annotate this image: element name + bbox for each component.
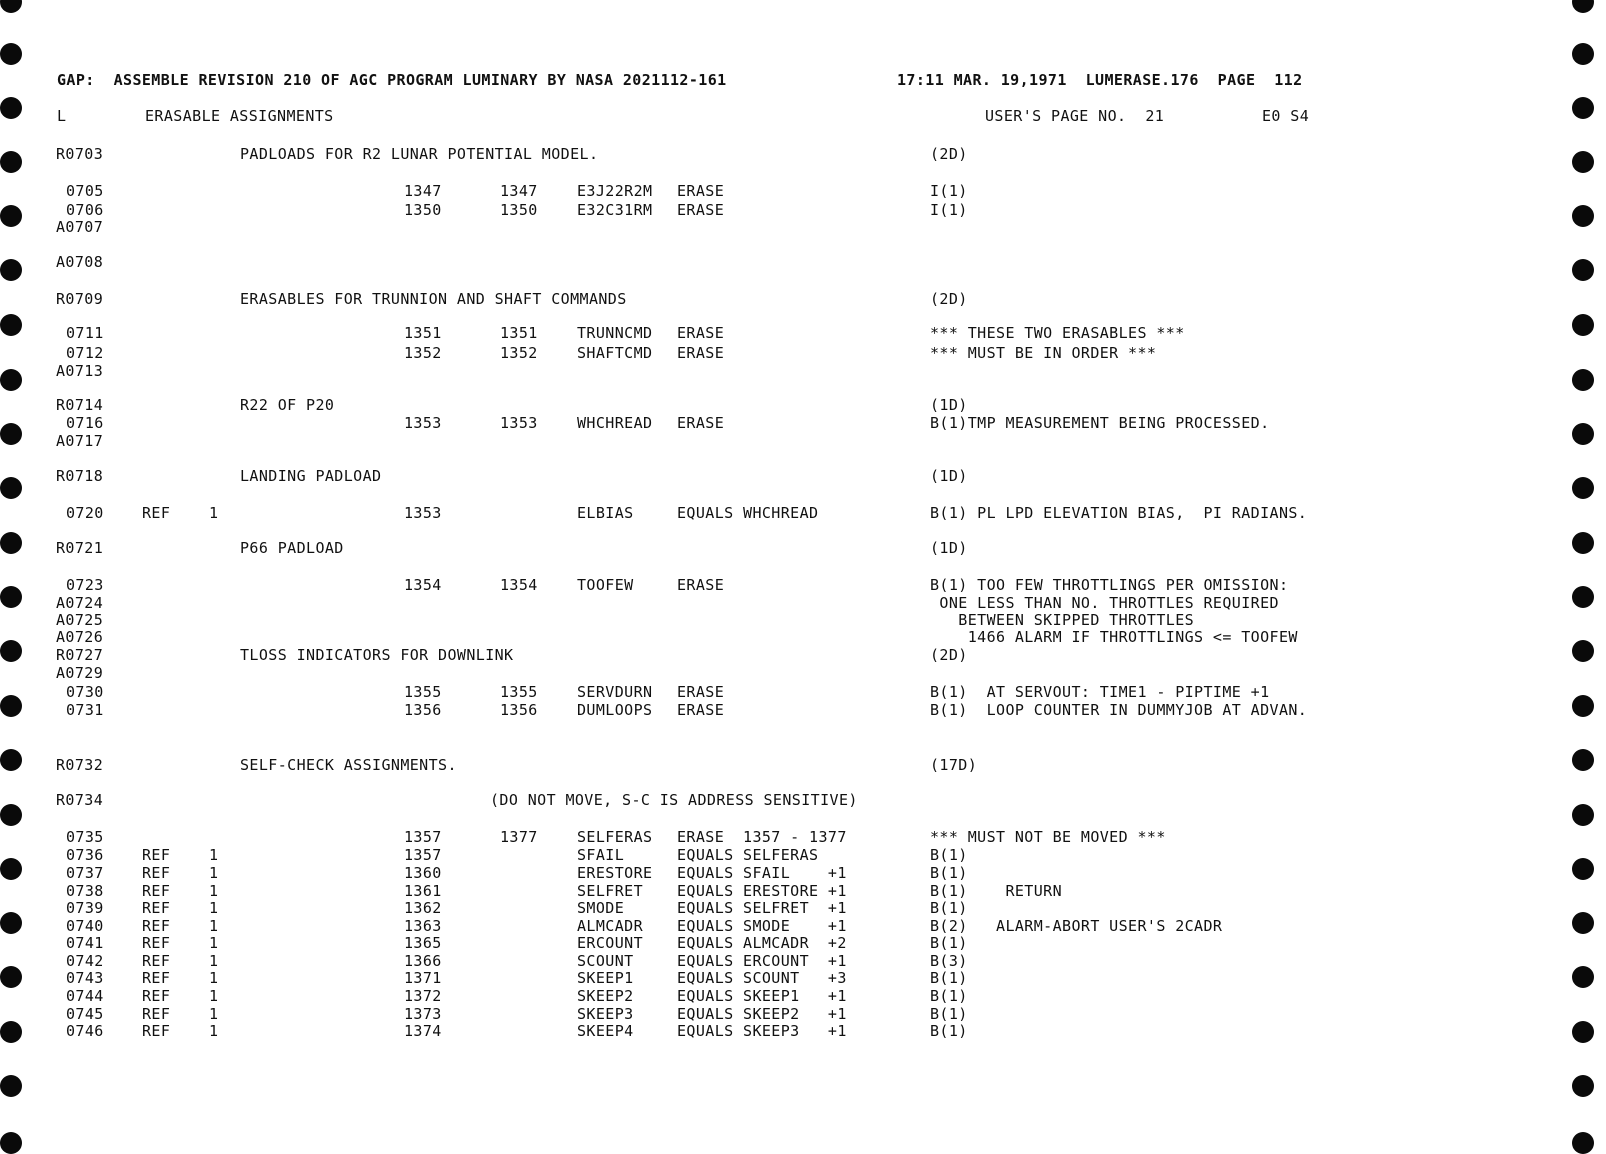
section-title: TLOSS INDICATORS FOR DOWNLINK: [240, 646, 514, 664]
tractor-feed-hole-right: [1572, 477, 1594, 499]
location-address: 1374: [404, 1022, 442, 1040]
symbol-name: SKEEP1: [577, 969, 634, 987]
tractor-feed-hole-right: [1572, 314, 1594, 336]
ref-label: REF: [142, 1022, 171, 1040]
section-title: R22 OF P20: [240, 396, 335, 414]
location-address: 1360: [404, 864, 442, 882]
centered-remark: (DO NOT MOVE, S-C IS ADDRESS SENSITIVE): [490, 791, 858, 809]
line-notes: B(1): [930, 846, 968, 864]
line-number: R0734: [56, 791, 104, 809]
tractor-feed-hole-right: [1572, 0, 1594, 13]
line-notes: (2D): [930, 145, 968, 163]
tractor-feed-hole-left: [0, 749, 22, 771]
assigned-value: 1377: [500, 828, 538, 846]
tractor-feed-hole-right: [1572, 858, 1594, 880]
line-number: 0743: [66, 969, 104, 987]
tractor-feed-hole-right: [1572, 423, 1594, 445]
operation: ERASE: [677, 576, 725, 594]
subheader-code: E0 S4: [1262, 107, 1310, 125]
line-notes: *** THESE TWO ERASABLES ***: [930, 324, 1185, 342]
tractor-feed-hole-left: [0, 205, 22, 227]
subheader-mark: L: [57, 107, 67, 125]
line-number: R0727: [56, 646, 104, 664]
location-address: 1357: [404, 828, 442, 846]
header-left: GAP: ASSEMBLE REVISION 210 OF AGC PROGRAM LUMINARY BY NASA 2021112-161: [57, 71, 727, 89]
tractor-feed-hole-left: [0, 314, 22, 336]
operation: EQUALS SKEEP2 +1: [677, 1005, 847, 1023]
tractor-feed-hole-left: [0, 966, 22, 988]
line-notes: (1D): [930, 467, 968, 485]
symbol-name: WHCHREAD: [577, 414, 653, 432]
header-right: 17:11 MAR. 19,1971 LUMERASE.176 PAGE 112: [897, 71, 1303, 89]
line-notes: B(1): [930, 934, 968, 952]
assigned-value: 1355: [500, 683, 538, 701]
line-number: A0726: [56, 628, 104, 646]
tractor-feed-hole-left: [0, 804, 22, 826]
tractor-feed-hole-right: [1572, 912, 1594, 934]
section-title: ERASABLES FOR TRUNNION AND SHAFT COMMANDS: [240, 290, 627, 308]
line-number: 0746: [66, 1022, 104, 1040]
tractor-feed-hole-left: [0, 532, 22, 554]
line-notes: B(1) LOOP COUNTER IN DUMMYJOB AT ADVAN.: [930, 701, 1308, 719]
symbol-name: SMODE: [577, 899, 625, 917]
symbol-name: SCOUNT: [577, 952, 634, 970]
line-number: 0731: [66, 701, 104, 719]
assigned-value: 1354: [500, 576, 538, 594]
location-address: 1365: [404, 934, 442, 952]
location-address: 1347: [404, 182, 442, 200]
line-number: A0729: [56, 664, 104, 682]
tractor-feed-hole-right: [1572, 1075, 1594, 1097]
symbol-name: ELBIAS: [577, 504, 634, 522]
ref-count: 1: [209, 882, 219, 900]
location-address: 1354: [404, 576, 442, 594]
line-number: 0744: [66, 987, 104, 1005]
operation: ERASE: [677, 414, 725, 432]
location-address: 1372: [404, 987, 442, 1005]
line-notes: BETWEEN SKIPPED THROTTLES: [930, 611, 1195, 629]
operation: EQUALS SKEEP3 +1: [677, 1022, 847, 1040]
ref-label: REF: [142, 969, 171, 987]
ref-label: REF: [142, 846, 171, 864]
ref-label: REF: [142, 934, 171, 952]
line-number: R0703: [56, 145, 104, 163]
location-address: 1352: [404, 344, 442, 362]
tractor-feed-hole-right: [1572, 749, 1594, 771]
tractor-feed-hole-right: [1572, 532, 1594, 554]
tractor-feed-hole-right: [1572, 205, 1594, 227]
section-title: SELF-CHECK ASSIGNMENTS.: [240, 756, 457, 774]
tractor-feed-hole-right: [1572, 151, 1594, 173]
ref-count: 1: [209, 987, 219, 1005]
symbol-name: SFAIL: [577, 846, 625, 864]
assigned-value: 1350: [500, 201, 538, 219]
line-number: A0717: [56, 432, 104, 450]
tractor-feed-hole-left: [0, 1021, 22, 1043]
tractor-feed-hole-left: [0, 912, 22, 934]
operation: ERASE: [677, 182, 725, 200]
location-address: 1373: [404, 1005, 442, 1023]
ref-count: 1: [209, 1005, 219, 1023]
line-number: 0745: [66, 1005, 104, 1023]
tractor-feed-hole-left: [0, 369, 22, 391]
line-notes: (2D): [930, 646, 968, 664]
ref-count: 1: [209, 917, 219, 935]
operation: ERASE 1357 - 1377: [677, 828, 847, 846]
operation: EQUALS ERESTORE +1: [677, 882, 847, 900]
tractor-feed-hole-left: [0, 695, 22, 717]
location-address: 1362: [404, 899, 442, 917]
line-number: R0718: [56, 467, 104, 485]
operation: ERASE: [677, 201, 725, 219]
line-number: 0741: [66, 934, 104, 952]
location-address: 1357: [404, 846, 442, 864]
ref-label: REF: [142, 1005, 171, 1023]
tractor-feed-hole-left: [0, 1132, 22, 1154]
line-number: A0708: [56, 253, 104, 271]
line-notes: (17D): [930, 756, 978, 774]
location-address: 1353: [404, 414, 442, 432]
tractor-feed-hole-left: [0, 259, 22, 281]
line-number: 0739: [66, 899, 104, 917]
symbol-name: ERCOUNT: [577, 934, 644, 952]
symbol-name: SELFERAS: [577, 828, 653, 846]
assigned-value: 1352: [500, 344, 538, 362]
line-notes: 1466 ALARM IF THROTTLINGS <= TOOFEW: [930, 628, 1298, 646]
symbol-name: SERVDURN: [577, 683, 653, 701]
symbol-name: SHAFTCMD: [577, 344, 653, 362]
ref-count: 1: [209, 1022, 219, 1040]
line-notes: ONE LESS THAN NO. THROTTLES REQUIRED: [930, 594, 1279, 612]
line-number: A0724: [56, 594, 104, 612]
users-page-number: USER'S PAGE NO. 21: [985, 107, 1165, 125]
ref-label: REF: [142, 864, 171, 882]
tractor-feed-hole-right: [1572, 640, 1594, 662]
line-number: A0707: [56, 218, 104, 236]
symbol-name: DUMLOOPS: [577, 701, 653, 719]
symbol-name: ERESTORE: [577, 864, 653, 882]
tractor-feed-hole-right: [1572, 43, 1594, 65]
section-title: LANDING PADLOAD: [240, 467, 382, 485]
location-address: 1363: [404, 917, 442, 935]
tractor-feed-hole-left: [0, 0, 22, 13]
line-number: 0738: [66, 882, 104, 900]
line-number: 0740: [66, 917, 104, 935]
operation: EQUALS SELFERAS: [677, 846, 819, 864]
tractor-feed-hole-right: [1572, 586, 1594, 608]
line-number: 0712: [66, 344, 104, 362]
line-notes: B(1): [930, 1005, 968, 1023]
tractor-feed-hole-right: [1572, 695, 1594, 717]
line-number: 0716: [66, 414, 104, 432]
operation: ERASE: [677, 701, 725, 719]
location-address: 1371: [404, 969, 442, 987]
operation: EQUALS SMODE +1: [677, 917, 847, 935]
operation: EQUALS ALMCADR +2: [677, 934, 847, 952]
operation: EQUALS SELFRET +1: [677, 899, 847, 917]
listing-subheader: [0, 107, 1310, 125]
location-address: 1355: [404, 683, 442, 701]
assigned-value: 1351: [500, 324, 538, 342]
tractor-feed-hole-right: [1572, 1021, 1594, 1043]
operation: EQUALS WHCHREAD: [677, 504, 819, 522]
ref-count: 1: [209, 969, 219, 987]
line-number: R0714: [56, 396, 104, 414]
line-notes: I(1): [930, 182, 968, 200]
operation: ERASE: [677, 683, 725, 701]
line-number: 0735: [66, 828, 104, 846]
line-number: 0720: [66, 504, 104, 522]
ref-count: 1: [209, 952, 219, 970]
location-address: 1350: [404, 201, 442, 219]
tractor-feed-hole-left: [0, 1075, 22, 1097]
ref-count: 1: [209, 864, 219, 882]
location-address: 1351: [404, 324, 442, 342]
symbol-name: E32C31RM: [577, 201, 653, 219]
symbol-name: TRUNNCMD: [577, 324, 653, 342]
line-notes: (2D): [930, 290, 968, 308]
ref-label: REF: [142, 504, 171, 522]
line-notes: (1D): [930, 396, 968, 414]
operation: ERASE: [677, 344, 725, 362]
line-number: 0737: [66, 864, 104, 882]
line-number: R0732: [56, 756, 104, 774]
line-notes: B(3): [930, 952, 968, 970]
ref-count: 1: [209, 899, 219, 917]
line-notes: *** MUST NOT BE MOVED ***: [930, 828, 1166, 846]
tractor-feed-hole-left: [0, 477, 22, 499]
location-address: 1366: [404, 952, 442, 970]
tractor-feed-hole-left: [0, 858, 22, 880]
assigned-value: 1356: [500, 701, 538, 719]
ref-count: 1: [209, 846, 219, 864]
line-notes: I(1): [930, 201, 968, 219]
line-notes: *** MUST BE IN ORDER ***: [930, 344, 1157, 362]
section-title: PADLOADS FOR R2 LUNAR POTENTIAL MODEL.: [240, 145, 599, 163]
line-notes: B(1)TMP MEASUREMENT BEING PROCESSED.: [930, 414, 1270, 432]
tractor-feed-hole-right: [1572, 1132, 1594, 1154]
assigned-value: 1353: [500, 414, 538, 432]
tractor-feed-hole-right: [1572, 804, 1594, 826]
symbol-name: E3J22R2M: [577, 182, 653, 200]
line-number: 0723: [66, 576, 104, 594]
ref-label: REF: [142, 917, 171, 935]
line-notes: (1D): [930, 539, 968, 557]
tractor-feed-hole-left: [0, 43, 22, 65]
line-notes: B(1): [930, 1022, 968, 1040]
ref-label: REF: [142, 952, 171, 970]
listing-header: [0, 71, 1303, 89]
line-number: R0721: [56, 539, 104, 557]
operation: EQUALS SCOUNT +3: [677, 969, 847, 987]
line-notes: B(1) PL LPD ELEVATION BIAS, PI RADIANS.: [930, 504, 1308, 522]
line-notes: B(1): [930, 987, 968, 1005]
ref-label: REF: [142, 899, 171, 917]
section-title: P66 PADLOAD: [240, 539, 344, 557]
line-number: A0725: [56, 611, 104, 629]
tractor-feed-hole-left: [0, 640, 22, 662]
line-notes: B(1) RETURN: [930, 882, 1063, 900]
line-number: 0742: [66, 952, 104, 970]
operation: ERASE: [677, 324, 725, 342]
symbol-name: ALMCADR: [577, 917, 644, 935]
ref-label: REF: [142, 987, 171, 1005]
line-notes: B(1) AT SERVOUT: TIME1 - PIPTIME +1: [930, 683, 1270, 701]
operation: EQUALS SFAIL +1: [677, 864, 847, 882]
line-number: 0705: [66, 182, 104, 200]
line-notes: B(1): [930, 969, 968, 987]
line-number: A0713: [56, 362, 104, 380]
ref-count: 1: [209, 504, 219, 522]
line-number: R0709: [56, 290, 104, 308]
symbol-name: SKEEP4: [577, 1022, 634, 1040]
location-address: 1361: [404, 882, 442, 900]
tractor-feed-hole-left: [0, 586, 22, 608]
symbol-name: SELFRET: [577, 882, 644, 900]
ref-label: REF: [142, 882, 171, 900]
line-notes: B(2) ALARM-ABORT USER'S 2CADR: [930, 917, 1223, 935]
symbol-name: SKEEP2: [577, 987, 634, 1005]
line-notes: B(1): [930, 899, 968, 917]
location-address: 1353: [404, 504, 442, 522]
symbol-name: SKEEP3: [577, 1005, 634, 1023]
line-number: 0736: [66, 846, 104, 864]
location-address: 1356: [404, 701, 442, 719]
subheader-title: ERASABLE ASSIGNMENTS: [145, 107, 334, 125]
line-notes: B(1) TOO FEW THROTTLINGS PER OMISSION:: [930, 576, 1289, 594]
tractor-feed-hole-right: [1572, 259, 1594, 281]
operation: EQUALS ERCOUNT +1: [677, 952, 847, 970]
line-number: 0706: [66, 201, 104, 219]
symbol-name: TOOFEW: [577, 576, 634, 594]
line-number: 0730: [66, 683, 104, 701]
operation: EQUALS SKEEP1 +1: [677, 987, 847, 1005]
tractor-feed-hole-right: [1572, 966, 1594, 988]
line-notes: B(1): [930, 864, 968, 882]
line-number: 0711: [66, 324, 104, 342]
tractor-feed-hole-left: [0, 423, 22, 445]
tractor-feed-hole-right: [1572, 97, 1594, 119]
tractor-feed-hole-right: [1572, 369, 1594, 391]
assigned-value: 1347: [500, 182, 538, 200]
ref-count: 1: [209, 934, 219, 952]
